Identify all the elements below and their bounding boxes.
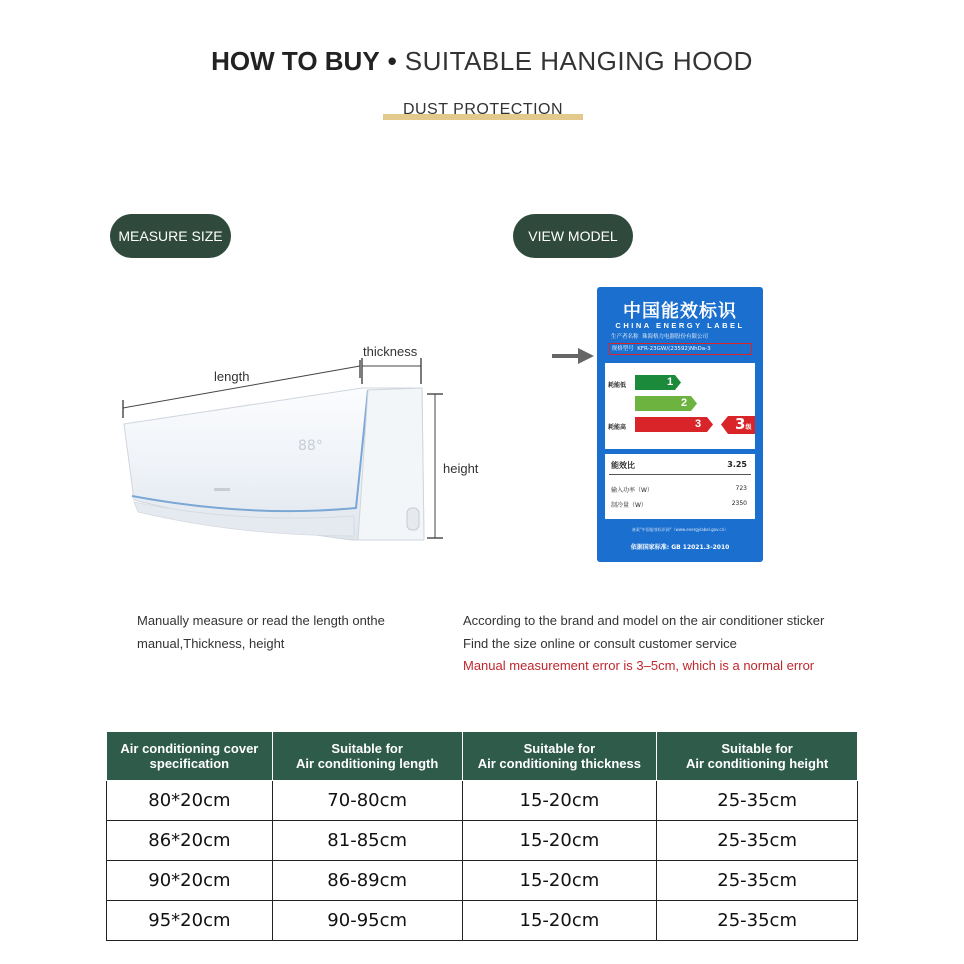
table-cell: 15-20cm xyxy=(462,781,657,821)
header-thickness-line1: Suitable for xyxy=(523,741,596,756)
table-cell: 25-35cm xyxy=(657,781,858,821)
header-length xyxy=(272,732,462,781)
model-note-line2: Find the size online or consult customer service xyxy=(463,635,737,651)
table-cell: 81-85cm xyxy=(272,821,462,861)
table-cell: 15-20cm xyxy=(462,821,657,861)
label-model-key: 规格型号 xyxy=(611,346,634,352)
ratio-label: 能效比 xyxy=(611,461,635,470)
brand-logo xyxy=(214,488,230,491)
table-row xyxy=(107,821,858,861)
dim-height-label: height xyxy=(443,461,479,476)
table-row xyxy=(107,781,858,821)
grade-3: 3 xyxy=(695,418,702,430)
ratio-value: 3.25 xyxy=(727,460,747,469)
label-high: 耗能高 xyxy=(608,424,627,431)
measure-note-line2: manual,Thickness, height xyxy=(137,635,285,651)
measure-note-line1: Manually measure or read the length onthe xyxy=(137,613,385,628)
table-header-row xyxy=(107,732,858,781)
table-cell: 86*20cm xyxy=(107,821,273,861)
air-conditioner-illustration xyxy=(110,340,490,560)
label-maker xyxy=(611,333,751,341)
grade-2: 2 xyxy=(681,397,688,409)
table-cell: 90*20cm xyxy=(107,861,273,901)
cool-value: 2350 xyxy=(731,500,747,507)
page-title xyxy=(0,44,964,78)
title-separator: • xyxy=(387,46,397,76)
label-title-cn: 中国能效标识 xyxy=(623,301,737,322)
header-height-line2: Air conditioning height xyxy=(685,756,829,771)
table-row xyxy=(107,861,858,901)
arrow-right-icon xyxy=(552,348,596,364)
label-title-en: CHINA ENERGY LABEL xyxy=(615,321,745,330)
subtitle-text: DUST PROTECTION xyxy=(402,101,564,118)
dim-thickness-label: thickness xyxy=(363,344,418,359)
current-grade-suffix: 级 xyxy=(745,424,752,431)
current-grade-number: 3 xyxy=(735,415,746,433)
table-cell: 70-80cm xyxy=(272,781,462,821)
table-cell: 15-20cm xyxy=(462,861,657,901)
header-length-line2: Air conditioning length xyxy=(296,756,439,771)
label-model-val: KFR-23GW/(23592)NhDa-3 xyxy=(637,346,711,352)
table-cell: 86-89cm xyxy=(272,861,462,901)
size-table xyxy=(106,731,858,941)
current-grade xyxy=(735,415,751,437)
table-cell: 25-35cm xyxy=(657,901,858,941)
label-model-box xyxy=(609,343,752,355)
label-standard: 依据国家标准: GB 12021.3-2010 xyxy=(630,544,730,551)
table-cell: 80*20cm xyxy=(107,781,273,821)
power-label: 输入功率（W） xyxy=(611,487,653,494)
header-spec-line2: specification xyxy=(149,756,230,771)
table-cell: 15-20cm xyxy=(462,901,657,941)
header-height-line1: Suitable for xyxy=(721,741,793,756)
header-height xyxy=(657,732,858,781)
label-maker-val: 珠海格力电器股份有限公司 xyxy=(642,334,709,340)
header-thickness xyxy=(462,732,657,781)
display-temp: 88° xyxy=(298,438,323,454)
header-thickness-line2: Air conditioning thickness xyxy=(477,756,642,771)
table-cell: 95*20cm xyxy=(107,901,273,941)
measure-note xyxy=(137,610,437,655)
label-low: 耗能低 xyxy=(608,382,627,389)
header-length-line1: Suitable for xyxy=(331,741,403,756)
cool-label: 制冷量（W） xyxy=(611,502,647,509)
label-grade-panel xyxy=(605,363,755,449)
view-model-pill: VIEW MODEL xyxy=(513,214,633,258)
label-data-panel xyxy=(605,454,755,519)
title-light: SUITABLE HANGING HOOD xyxy=(404,46,753,76)
header-spec xyxy=(107,732,273,781)
table-row xyxy=(107,901,858,941)
dim-length-label: length xyxy=(214,369,250,384)
table-cell: 25-35cm xyxy=(657,861,858,901)
model-note-line3: Manual measurement error is 3–5cm, which is a normal error xyxy=(463,658,815,673)
label-maker-key: 生产者名称 xyxy=(611,334,639,340)
energy-label xyxy=(597,287,763,562)
subtitle xyxy=(383,101,583,121)
power-value: 723 xyxy=(735,485,747,492)
grade-1: 1 xyxy=(667,376,674,388)
title-bold: HOW TO BUY xyxy=(211,46,380,76)
measure-size-pill: MEASURE SIZE xyxy=(110,214,231,258)
model-note xyxy=(463,610,883,678)
header-spec-line1: Air conditioning cover xyxy=(120,741,259,756)
table-cell: 25-35cm xyxy=(657,821,858,861)
record-text: 备案"中国能效标识网"（www.energylabel.gov.cn） xyxy=(631,527,729,532)
model-note-line1: According to the brand and model on the air conditioner sticker xyxy=(463,613,825,628)
table-cell: 90-95cm xyxy=(272,901,462,941)
